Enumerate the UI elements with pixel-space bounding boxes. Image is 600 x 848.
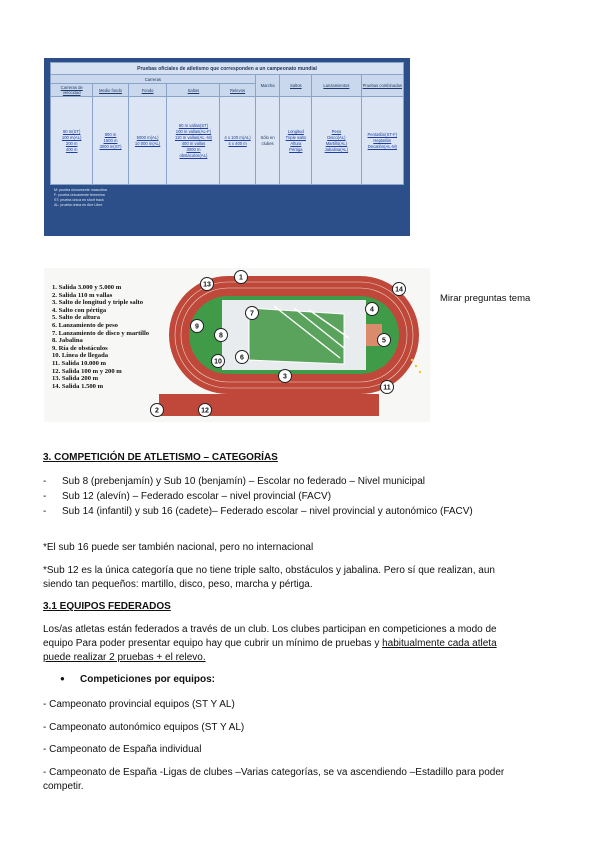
cell-line: 800 m [104,131,117,137]
competition-item-cont: competir. [43,781,84,792]
cell-line: Pértiga [289,146,303,152]
table-header: Pruebas combinadas [361,75,403,97]
table-legend [50,185,404,208]
cell-line: Jabalina(AL) [324,146,349,152]
stadium-marker-label: 3 [283,373,287,381]
lane-dot [419,371,421,373]
cell-line: Pentatlón(ST-F) [367,131,398,137]
list-item: Sub 12 (alevín) – Federado escolar – nivel provincial (FACV) [62,491,332,502]
stadium-key-item: 5. Salto de altura [52,314,100,322]
cell-line: 200 m [65,140,78,146]
note-sub12-line1: *Sub 12 es la única categoría que no tiene triple salto, obstáculos y jabalina. Pero sí que realizan, aun [43,565,495,576]
table-cell [51,97,93,185]
bullet-dot: ● [60,674,65,683]
stadium-key-item: 12. Salida 100 m y 200 m [52,367,122,375]
stadium-marker-label: 14 [395,286,403,294]
list-dash: - [43,476,47,487]
stadium-marker-label: 12 [201,407,209,415]
cell-line: 110 m vallas(AL -M) [174,134,212,140]
stadium-key-item: 4. Salto con pértiga [52,306,107,314]
note-sub16: *El sub 16 puede ser también nacional, pero no internacional [43,542,314,553]
competition-item: - Campeonato autonómico equipos (ST Y AL) [43,722,245,733]
stadium-marker-label: 5 [382,337,386,345]
cell-line: 100 m vallas(AL-F) [175,128,212,134]
lane-dot [415,365,417,367]
cell-line: clubes [261,140,274,146]
stadium-marker-label: 2 [155,407,159,415]
stadium-marker-label: 7 [250,310,254,318]
stadium-marker-label: 9 [195,323,199,331]
stadium-marker-label: 10 [214,358,222,366]
table-header: Saltos [280,75,312,97]
bullet-title: Competiciones por equipos: [80,674,216,685]
stadium-marker-label: 8 [219,332,223,340]
table-header: Lanzamientos [312,75,361,97]
stadium-key-item: 8. Jabalina [52,337,83,345]
stadium-key-item: 7. Lanzamiento de disco y martillo [52,329,150,337]
stadium-marker-label: 6 [240,354,244,362]
events-table [50,62,404,185]
stadium-key-item: 13. Salida 200 m [52,375,99,383]
note-sub12-line2: siendo tan pequeños: martillo, disco, peso, marcha y pértiga. [43,579,313,590]
cell-line: 3000 m(ST) [99,143,122,149]
table-header: Relevos [220,84,255,97]
cell-line: 60 m vallas(ST) [178,122,209,128]
paragraph-line [43,637,563,651]
table-cell [312,97,361,185]
cell-line: 1500 m [103,137,118,143]
stadium-diagram [44,268,430,422]
cell-line: Longitud [287,128,304,134]
table-cell [280,97,312,185]
stadium-graphic [44,268,430,422]
cell-line: 3000 m [186,146,201,152]
stadium-marker-label: 13 [203,281,211,289]
table-cell [255,97,280,185]
cell-line: Heptatlón [373,137,392,143]
table-title: Pruebas oficiales de atletismo que corresponden a un campeonato mundial [51,63,404,75]
legend-line: ST: prueba única en short track [54,198,104,202]
table-header: Medio fondo [93,84,128,97]
stadium-marker-label: 1 [239,274,243,282]
cell-line: Peso [331,128,342,134]
cell-line: 100 m(AL) [61,134,82,140]
table-cell [361,97,403,185]
cell-line: 4 x 400 m [228,140,247,146]
cell-line: Martillo(AL) [325,140,348,146]
cell-line: Disco(AL) [327,134,346,140]
cell-line: Decatlón(AL-M) [367,143,397,149]
cell-line: Altura [290,140,302,146]
table-cell [220,97,255,185]
stadium-key-item: 10. Línea de llegada [52,352,109,360]
athletics-events-table-image [44,58,410,236]
competition-item: - Campeonato de España individual [43,744,202,755]
stadium-key-item: 2. Salida 110 m vallas [52,291,113,299]
stadium-key-item: 1. Salida 3.000 y 5.000 m [52,284,122,291]
cell-line: 400 m vallas [181,140,206,146]
paragraph-text: equipo Para poder presentar equipo hay que cubrir un mínimo de pruebas y [43,638,383,649]
competition-item: - Campeonato de España -Ligas de clubes –Varias categorías, se va ascendiendo –Estadillo para poder [43,767,505,778]
table-header: Saltos [167,84,220,97]
cell-line: 5000 m(AL) [136,134,159,140]
section-31-title: 3.1 EQUIPOS FEDERADOS [43,601,171,612]
lane-dot [411,359,413,361]
table-cell [93,97,128,185]
list-dash: - [43,506,47,517]
legend-line: AL: prueba única en Aire Libre [54,203,103,207]
legend-line: F: prueba únicamente femenina [54,193,105,197]
cell-line: 4 x 100 m(AL) [224,134,251,140]
stadium-key-item: 11. Salida 10.000 m [52,359,107,367]
cell-line: Sólo en [260,134,275,140]
list-item: Sub 8 (prebenjamín) y Sub 10 (benjamín) – Escolar no federado – Nivel municipal [62,476,425,487]
cell-line: 10 000 m(AL) [134,140,161,146]
table-cell [167,97,220,185]
table-row [51,97,404,185]
home-straight [159,394,379,416]
paragraph-line: Los/as atletas están federados a través de un club. Los clubes participan en competiciones a modo de [43,624,497,635]
section-3-title: 3. COMPETICIÓN DE ATLETISMO – CATEGORÍAS [43,452,278,463]
cell-line: 400 m [65,146,78,152]
stadium-key-item: 9. Ría de obstáculos [52,344,108,352]
list-item: Sub 14 (infantil) y sub 16 (cadete)– Federado escolar – nivel provincial y autonómico (FACV) [62,506,473,517]
paragraph-line-underlined: puede realizar 2 pruebas + el relevo. [43,652,206,663]
group-carreras: Carreras [51,75,256,84]
stadium-key-item: 3. Salto de longitud y triple salto [52,299,144,307]
competition-item: - Campeonato provincial equipos (ST Y AL) [43,699,235,710]
paragraph-underlined: habitualmente cada atleta [382,638,497,649]
cell-line: obstáculos(AL) [179,152,208,158]
legend-line: M: prueba únicamente masculina [54,188,107,192]
side-note: Mirar preguntas tema [440,293,531,304]
table-cell [128,97,167,185]
stadium-key-item: 14. Salida 1.500 m [52,382,104,390]
table-header: Carreras de velocidad [51,84,93,97]
table-header: Fondo [128,84,167,97]
table-header: Marcha [255,75,280,97]
stadium-marker-label: 4 [370,306,374,314]
stadium-key-item: 6. Lanzamiento de peso [52,321,118,329]
cell-line: Triple salto [285,134,306,140]
cell-line: 60 m(ST) [62,128,81,134]
list-dash: - [43,491,47,502]
stadium-marker-label: 11 [383,384,391,392]
